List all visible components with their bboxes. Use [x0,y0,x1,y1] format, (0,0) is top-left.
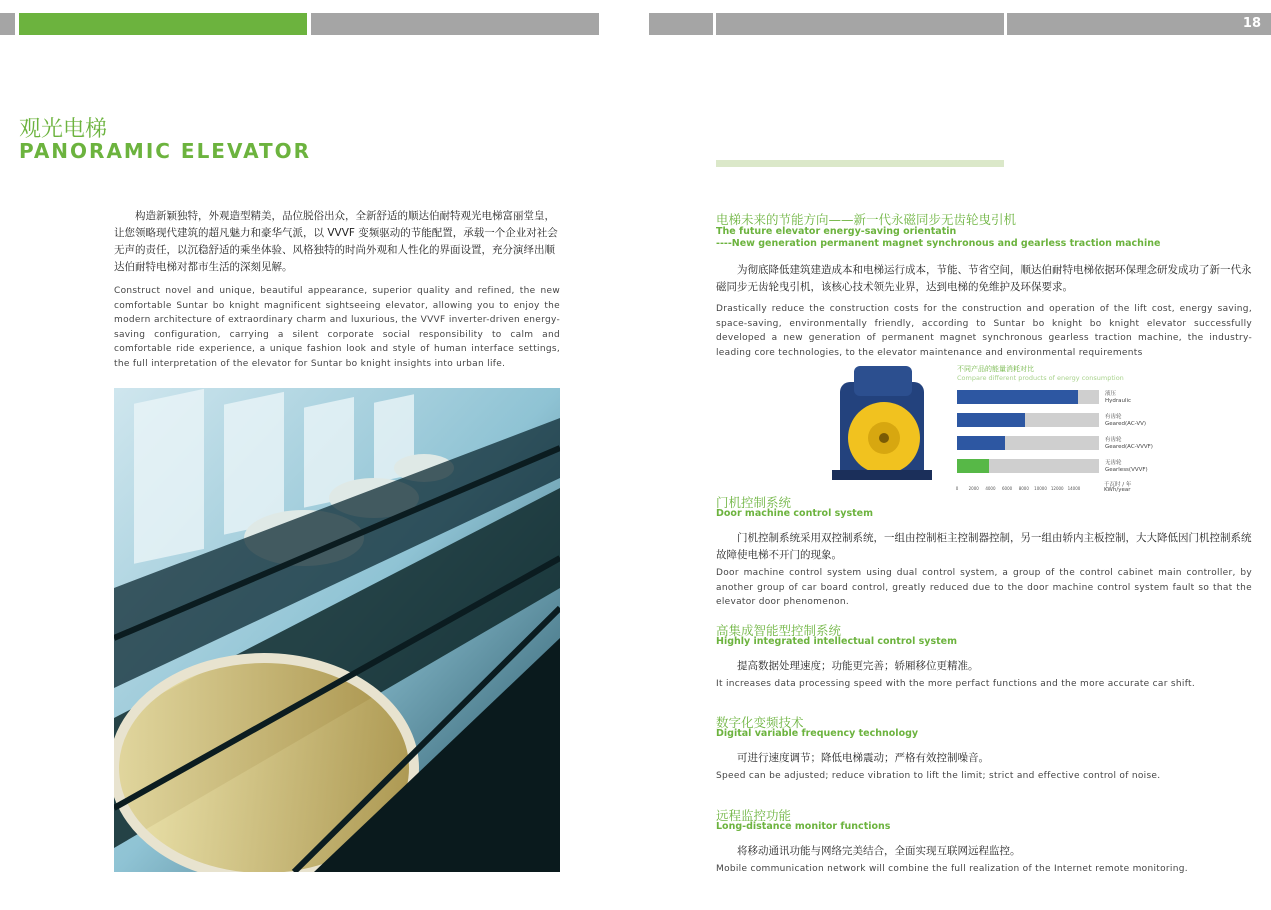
chart-subtitle-en: Compare different products of energy consumption [957,374,1124,382]
header-bar-segment [311,13,599,35]
section-body-cn: 门机控制系统采用双控制系统，一组由控制柜主控制器控制，另一组由轿内主板控制，大大降低因门机控制系统故障使电梯不开门的现象。 [716,532,1252,561]
section-body-cn: 为彻底降低建筑建造成本和电梯运行成本，节能、节省空间，顺达伯耐特电梯依据环保理念研发成功了新一代永磁同步无齿轮曳引机，该核心技术领先业界，达到电梯的免维护及环保要求。 [716,264,1252,293]
chart-tick-label: 8000 [1018,486,1029,491]
chart-tick-label: 6000 [1002,486,1013,491]
section-body-cn: 提高数据处理速度；功能更完善；轿厢移位更精准。 [737,660,979,672]
chart-xlabel-en: KWh/year [1104,487,1131,493]
header-bar-segment [716,13,1004,35]
header-bar-segment [0,13,15,35]
section-body-en: Door machine control system using dual control system, a group of the control cabinet main controller, by another group of car board control, greatly reduced due to the door machine control system fault so that the elevator door phenomenon. [716,568,1252,607]
chart-bar [957,413,1025,427]
section-title-en: Highly integrated intellectual control system [716,636,958,647]
chart-category-label: 液压 Hydraulic [1105,391,1132,404]
chart-tick-label: 0 [955,486,959,491]
chart-xlabel-cn: 千瓦时 / 年 [1104,482,1132,488]
header-bar-segment [1007,13,1271,35]
page-number: 18 [1242,16,1261,31]
chart-category-label: 无齿轮 Gearless(VVVF) [1105,460,1148,473]
section-title-en: The future elevator energy-saving orientatin [716,226,957,237]
section-title-cn: 远程监控功能 [716,808,792,823]
chart-tick-label: 2000 [968,486,979,491]
chart-axis [955,481,1105,493]
section-title-en: Digital variable frequency technology [716,728,919,739]
section-body-cn: 可进行速度调节；降低电梯震动；严格有效控制噪音。 [737,752,989,764]
traction-machine-image [826,362,938,488]
section-divider [716,160,1004,167]
page-title-cn: 观光电梯 [19,117,108,142]
chart-tick-label: 14000 [1067,486,1081,491]
chart-tick-label: 10000 [1034,486,1047,491]
chart-bar-track [957,436,1099,450]
chart-bar [957,459,989,473]
chart-category-label: 有齿轮 Geared(AC-VV) [1105,414,1147,427]
chart-tick-label: 12000 [1050,486,1064,491]
chart-bar [957,390,1078,404]
chart-tick-label: 4000 [985,486,996,491]
intro-cn: 构造新颖独特，外观造型精美，品位脱俗出众，全新舒适的顺达伯耐特观光电梯富丽堂皇，让您领略现代建筑的超凡魅力和豪华气派，以 VVVF 变频驱动的节能配置，承载一个企业对社会无声的责任，以沉稳舒适的乘坐体验、风格独特的时尚外观和人性化的界面设置，充分演绎出顺达伯耐特电梯对都市生活的深刻见解。 [114,210,558,273]
section-subtitle-en: ----New generation permanent magnet synchronous and gearless traction machine [716,238,1161,249]
chart-bar-track [957,390,1099,404]
section-title-en: Door machine control system [716,508,874,519]
header-bar-segment [649,13,713,35]
section-title-en: Long-distance monitor functions [716,821,891,832]
chart-bar-track [957,413,1099,427]
chart-title-cn: 不同产品的能量消耗对比 [957,365,1034,373]
section-body-en: Drastically reduce the construction costs for the construction and operation of the lift cost, energy saving, space-saving, environmentally friendly, according to Suntar bo knight bo knight elevator successfully developed a new generation of permanent magnet synchronous gearless traction machine, the industry-leading core technologies, to the elevator maintenance and environmental requirements [716,304,1252,358]
header-bar-active-segment [19,13,307,35]
section-title-cn: 电梯未来的节能方向——新一代永磁同步无齿轮曳引机 [716,212,1017,227]
section-title-cn: 门机控制系统 [716,495,792,510]
elevator-photo [114,388,560,872]
section-body-en: Speed can be adjusted; reduce vibration to lift the limit; strict and effective control of noise. [716,771,1161,781]
section-title-cn: 数字化变频技术 [716,715,804,730]
section-title-cn: 高集成智能型控制系统 [716,623,842,638]
intro-en: Construct novel and unique, beautiful appearance, superior quality and refined, the new comfortable Suntar bo knight magnificent sightseeing elevator, allowing you to enjoy the modern architecture of extraordinary charm and luxurious, the VVVF inverter-driven energy-saving configuration, carrying a silent corporate social responsibility to calm and comfortable ride experience, a unique fashion look and style of human interface settings, the full interpretation of the elevator for Suntar bo knight insights into urban life. [114,286,560,369]
chart-bar-track [957,459,1099,473]
section-body-en: Mobile communication network will combine the full realization of the Internet remote monitoring. [716,864,1188,874]
chart-category-label: 有齿轮 Geared(AC-VVVF) [1105,437,1153,450]
section-body-cn: 将移动通讯功能与网络完美结合，全面实现互联网远程监控。 [737,845,1021,857]
section-body-en: It increases data processing speed with the more perfact functions and the more accurate car shift. [716,679,1195,689]
chart-bar [957,436,1005,450]
page-title-en: PANORAMIC ELEVATOR [19,139,312,163]
